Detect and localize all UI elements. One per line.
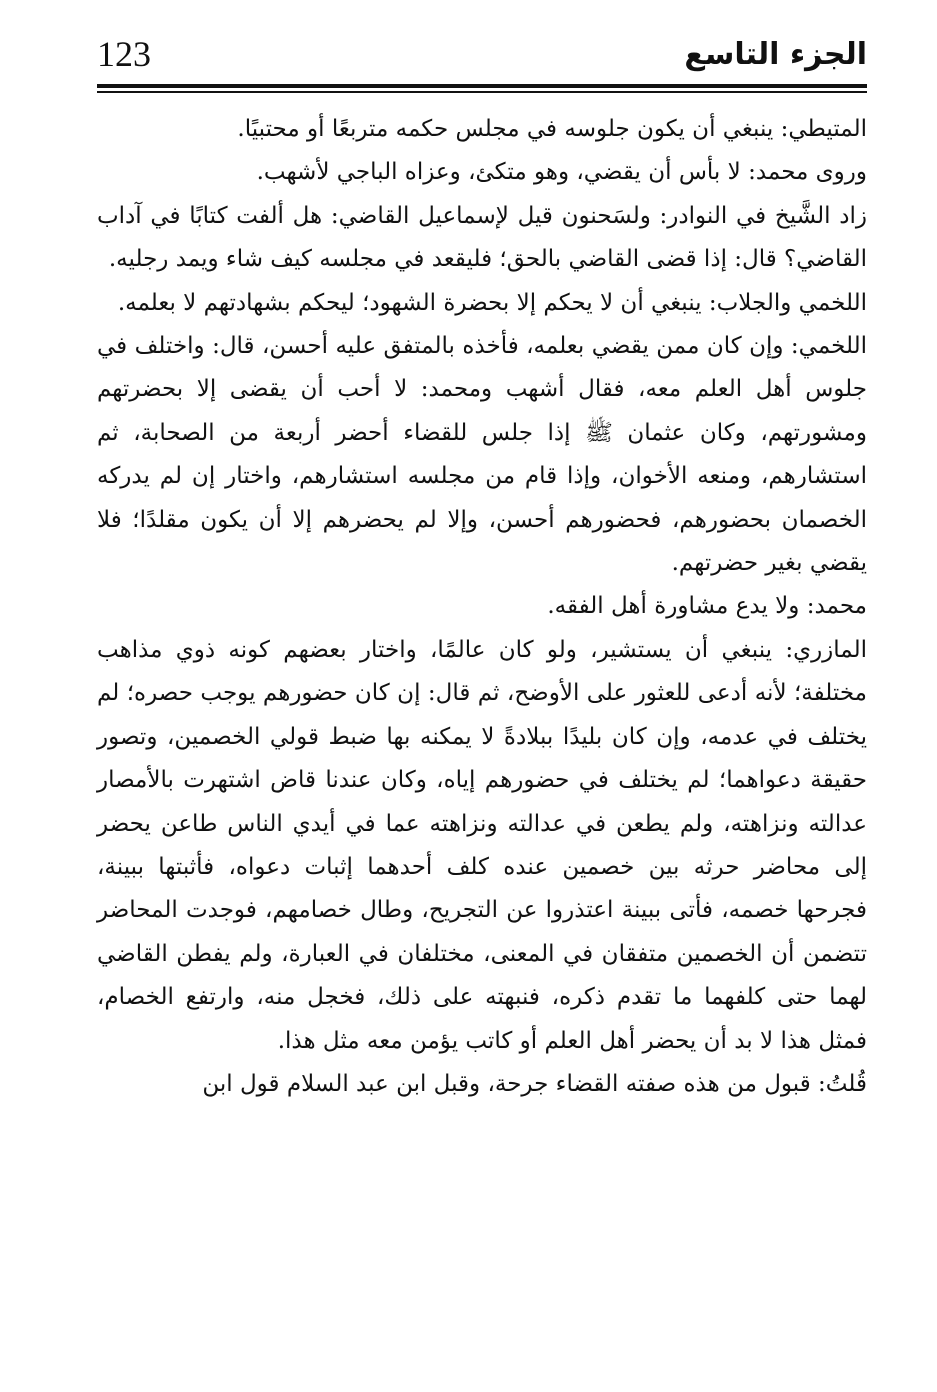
- page-number: 123: [97, 34, 151, 74]
- paragraph-muhammad: محمد: ولا يدع مشاورة أهل الفقه.: [547, 593, 867, 620]
- paragraph-muhammad-narration: وروى محمد: لا بأس أن يقضي، وهو متكئ، وعزاه الباجي لأشهب.: [256, 159, 867, 186]
- paragraph-mazari: المازري: ينبغي أن يستشير، ولو كان عالمًا، واختار بعضهم كونه ذوي مذاهب مختلفة؛ لأنه أدعى للعثور على الأوضح، ثم قال: إن كان حضورهم يوجب حصره؛ لم يختلف في عدمه، وإن كان بليدًا ببلادةً لا يمكنه بها ضبط قولي الخصمين، وتصور حقيقة دعواهما؛ لم يختلف في حضورهم إياه، وكان عندنا قاض اشتهرت بالأمصار عدالته ونزاهته، ولم يطعن في عدالته ونزاهته عما في أيدي الناس طاعن يحضر إلى محاضر حرثه بين خصمين عنده كلف أحدهما إثبات دعواه، فأثبتها ببينة، فجرحها خصمه، فأتى ببينة اعتذروا عن التجريح، وطال خصامهم، فوجدت المحاضر تتضمن أن الخصمين متفقان في المعنى، مختلفان في العبارة، ولم يفطن القاضي لهما حتى كلفهما ما تقدم ذكره، فنبهته على ذلك، فخجل منه، وارتفع الخصام، فمثل هذا لا بد أن يحضر أهل العلم أو كاتب يؤمن معه مثل هذا.: [97, 636, 867, 1054]
- volume-title: الجزء التاسع: [684, 37, 867, 72]
- header-rule-thick: [97, 84, 867, 88]
- paragraph-lakhmi-jallab: اللخمي والجلاب: ينبغي أن لا يحكم إلا بحضرة الشهود؛ ليحكم بشهادتهم لا بعلمه.: [117, 289, 867, 316]
- page-header: [97, 26, 867, 82]
- paragraph-nawadir: زاد الشَّيخ في النوادر: ولسَحنون قيل لإسماعيل القاضي: هل ألفت كتابًا في آداب القاضي؟ قال: إذا قضى القاضي بالحق؛ فليقعد في مجلسه كيف شاء ويمد رجليه.: [97, 202, 867, 273]
- body-text: [97, 108, 867, 1106]
- header-rule-thin: [97, 91, 867, 93]
- paragraph-lakhmi: اللخمي: وإن كان ممن يقضي بعلمه، فأخذه بالمتفق عليه أحسن، قال: واختلف في جلوس أهل العلم معه، فقال أشهب ومحمد: لا أحب أن يقضى إلا بحضرتهم ومشورتهم، وكان عثمان ﷺ إذا جلس للقضاء أحضر أربعة من الصحابة، ثم استشارهم، ومنعه الأخوان، وإذا قام من مجلسه استشارهم، واختار إن لم يدركه الخصمان بحضورهم، فحضورهم أحسن، وإلا لم يحضرهم إلا أن يكون مقلدًا؛ فلا يقضي بغير حضرتهم.: [97, 333, 867, 577]
- paragraph-mutayti: المتيطي: ينبغي أن يكون جلوسه في مجلس حكمه متربعًا أو محتبيًا.: [237, 116, 867, 142]
- paragraph-qultu: قُلتُ: قبول من هذه صفته القضاء جرحة، وقبل ابن عبد السلام قول ابن: [202, 1070, 867, 1097]
